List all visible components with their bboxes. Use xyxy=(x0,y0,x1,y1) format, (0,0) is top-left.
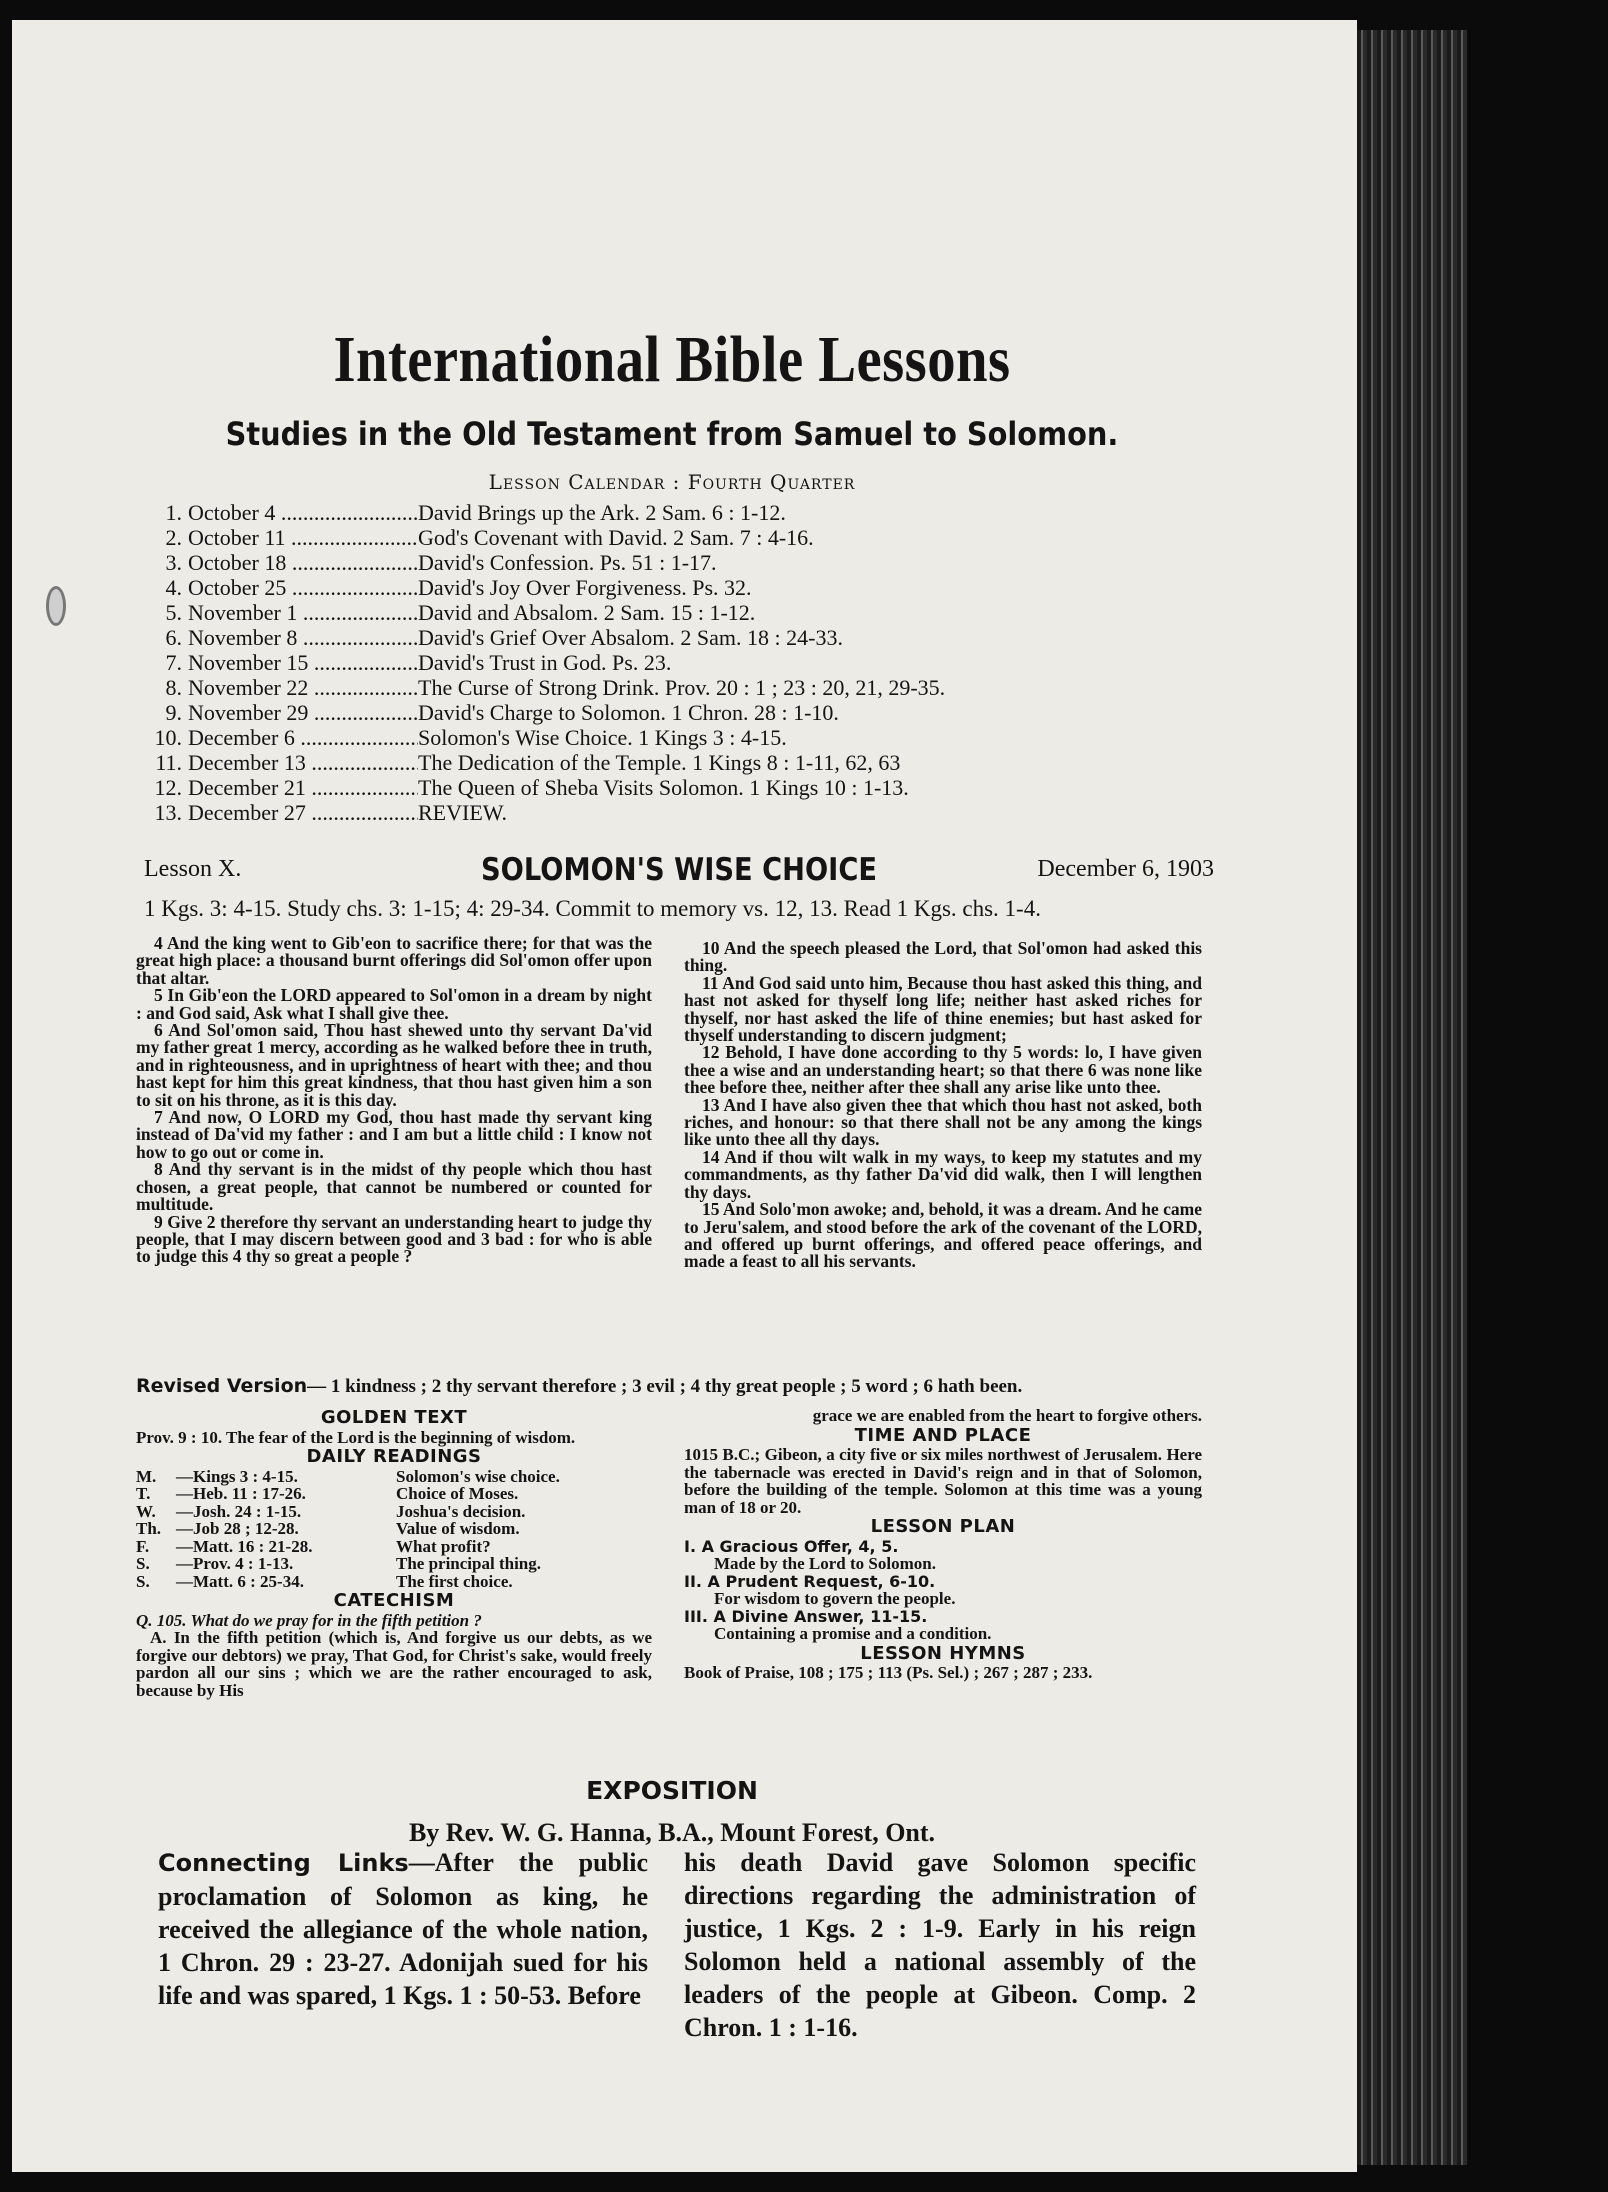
exposition-right-column: his death David gave Solomon specific directions regarding the administration of justice, 1 Kgs. 2 : 1-9. Early in his reign Solomon held a national assembly of the leaders of the people at Gibeon. Comp. 2 Chron. 1 : 1-16. xyxy=(684,1848,1196,2042)
reading-reference: —Prov. 4 : 1-13. xyxy=(176,1554,294,1573)
revised-version-text: — 1 kindness ; 2 thy servant therefore ; 3 evil ; 4 thy great people ; 5 word ; 6 hath been. xyxy=(307,1376,1023,1397)
lesson-date: December 6, 1903 xyxy=(1037,856,1214,882)
calendar-row xyxy=(140,675,1220,700)
verse: 7 And now, O LORD my God, thou hast made thy servant king instead of Da'vid my father : and I am but a little child : I know not how to go out or come in. xyxy=(136,1107,652,1162)
time-and-place-heading: TIME AND PLACE xyxy=(854,1424,1032,1446)
daily-reading-row xyxy=(136,1520,652,1538)
calendar-date: December 13 ..... xyxy=(188,750,418,775)
calendar-date: October 11 ..... xyxy=(188,525,418,550)
daily-reading-row xyxy=(136,1573,652,1591)
verse: 14 And if thou wilt walk in my ways, to keep my statutes and my commandments, as thy father Da'vid did walk, then I will lengthen thy days. xyxy=(684,1146,1202,1202)
calendar-title: David's Charge to Solomon. 1 Chron. 28 : 1-10. xyxy=(418,700,839,725)
calendar-number: 4. xyxy=(165,575,182,600)
calendar-date: October 25 ..... xyxy=(188,575,418,600)
lesson-plan-point: III. A Divine Answer, 11-15. xyxy=(684,1606,928,1626)
lesson-plan-subpoint: Made by the Lord to Solomon. xyxy=(714,1554,936,1573)
golden-text: Prov. 9 : 10. The fear of the Lord is the beginning of wisdom. xyxy=(136,1427,576,1447)
calendar-date: December 6 ..... xyxy=(188,725,418,750)
verse: 9 Give 2 therefore thy servant an understanding heart to judge thy people, that I may discern between good and 3 bad : for who is able to judge this 4 thy so great a people ? xyxy=(136,1211,652,1267)
exposition-run-in-heading: Connecting Links xyxy=(158,1849,409,1877)
calendar-date: November 29 ..... xyxy=(188,700,418,725)
lesson-plan-point: I. A Gracious Offer, 4, 5. xyxy=(684,1536,899,1556)
calendar-number: 2. xyxy=(165,525,182,550)
calendar-date: October 18 ..... xyxy=(188,550,418,575)
lesson-header xyxy=(144,852,1214,888)
catechism-continuation: grace we are enabled from the heart to forgive others. xyxy=(812,1406,1202,1425)
calendar-title: David's Grief Over Absalom. 2 Sam. 18 : 24-33. xyxy=(418,625,843,650)
verses-left-column xyxy=(136,935,652,1266)
calendar-row xyxy=(140,550,1220,575)
exposition-left-column xyxy=(158,1846,648,2012)
verse: 15 And Solo'mon awoke; and, behold, it was a dream. And he came to Jeru'salem, and stood before the ark of the covenant of the LORD, and offered up burnt offerings, and offered peace offerings, and made a feast to all his servants. xyxy=(684,1199,1202,1272)
reading-reference: —Kings 3 : 4-15. xyxy=(176,1466,298,1486)
calendar-row xyxy=(140,650,1220,675)
daily-reading-row xyxy=(136,1503,652,1521)
reading-title: Joshua's decision. xyxy=(396,1501,526,1521)
calendar-date: November 22 ..... xyxy=(188,675,418,700)
lesson-title: SOLOMON'S WISE CHOICE xyxy=(481,852,877,888)
calendar-row xyxy=(140,800,1220,825)
daily-reading-row xyxy=(136,1538,652,1556)
calendar-number: 12. xyxy=(154,775,182,800)
reading-day: F. xyxy=(136,1536,150,1556)
scripture-reference: 1 Kgs. 3: 4-15. Study chs. 3: 1-15; 4: 29-34. Commit to memory vs. 12, 13. Read 1 Kgs. chs. 1-4. xyxy=(144,896,1041,921)
verse: 13 And I have also given thee that which thou hast not asked, both riches, and honour: so that there shall not be any among the kings like unto thee all thy days. xyxy=(684,1094,1202,1150)
reading-day: T. xyxy=(136,1484,151,1503)
verse: 4 And the king went to Gib'eon to sacrifice there; for that was the great high place: a thousand burnt offerings did Sol'omon offer upon that altar. xyxy=(136,933,652,988)
page-subtitle: Studies in the Old Testament from Samuel to Solomon. xyxy=(225,415,1119,453)
lesson-plan-point: II. A Prudent Request, 6-10. xyxy=(684,1571,936,1591)
calendar-date: November 1 ..... xyxy=(188,600,418,625)
lesson-helps-right xyxy=(684,1407,1202,1682)
reading-day: M. xyxy=(136,1466,157,1486)
reading-title: Value of wisdom. xyxy=(396,1519,520,1538)
exposition-heading: EXPOSITION xyxy=(586,1776,758,1805)
page-title: International Bible Lessons xyxy=(333,323,1011,396)
reading-title: What profit? xyxy=(396,1536,491,1556)
calendar-row xyxy=(140,750,1220,775)
calendar-row xyxy=(140,600,1220,625)
calendar-row xyxy=(140,500,1220,525)
lesson-hymns-text: Book of Praise, 108 ; 175 ; 113 (Ps. Sel.) ; 267 ; 287 ; 233. xyxy=(684,1663,1093,1682)
verses-right-column xyxy=(684,940,1202,1271)
reading-day: S. xyxy=(136,1554,150,1573)
calendar-date: December 21 ..... xyxy=(188,775,418,800)
exposition-author: By Rev. W. G. Hanna, B.A., Mount Forest, Ont. xyxy=(408,1818,936,1847)
calendar-number: 11. xyxy=(155,750,182,775)
reading-day: S. xyxy=(136,1571,150,1591)
revised-version-note xyxy=(136,1375,1206,1398)
time-and-place-text: 1015 B.C.; Gibeon, a city five or six miles northwest of Jerusalem. Here the tabernacle was erected in David's reign and in that of Solomon, before the building of the temple. Solomon at this time was a young man of 18 or 20. xyxy=(684,1445,1202,1517)
calendar-title: David's Trust in God. Ps. 23. xyxy=(418,650,672,675)
reading-reference: —Josh. 24 : 1-15. xyxy=(176,1501,302,1521)
verse: 10 And the speech pleased the Lord, that Sol'omon had asked this thing. xyxy=(684,938,1202,976)
daily-reading-row xyxy=(136,1485,652,1503)
verse: 5 In Gib'eon the LORD appeared to Sol'omon in a dream by night : and God said, Ask what I shall give thee. xyxy=(136,985,652,1023)
book-page xyxy=(12,20,1357,2172)
calendar-number: 8. xyxy=(165,675,182,700)
reading-reference: —Matt. 6 : 25-34. xyxy=(176,1571,304,1591)
calendar-heading: Lesson Calendar : Fourth Quarter xyxy=(488,470,856,494)
calendar-number: 9. xyxy=(165,700,182,725)
lesson-plan-heading: LESSON PLAN xyxy=(870,1516,1016,1537)
calendar-number: 6. xyxy=(165,625,182,650)
calendar-row xyxy=(140,775,1220,800)
lesson-plan-subpoint: For wisdom to govern the people. xyxy=(714,1589,956,1608)
calendar-date: November 15 ..... xyxy=(188,650,418,675)
calendar-row xyxy=(140,700,1220,725)
calendar-title: Solomon's Wise Choice. 1 Kings 3 : 4-15. xyxy=(418,725,787,750)
reading-title: The principal thing. xyxy=(396,1554,542,1573)
exposition-text: —After the public proclamation of Solomon as king, he received the allegiance of the whole nation, 1 Chron. 29 : 23-27. Adonijah sued for his life and was spared, 1 Kgs. 1 : 50-53. Before xyxy=(158,1848,649,2010)
calendar-number: 7. xyxy=(165,650,182,675)
lesson-plan-subpoint: Containing a promise and a condition. xyxy=(714,1624,992,1643)
reading-day: Th. xyxy=(136,1519,162,1538)
daily-readings-heading: DAILY READINGS xyxy=(306,1446,482,1467)
calendar-row xyxy=(140,625,1220,650)
calendar-number: 13. xyxy=(154,800,182,825)
lesson-helps-left xyxy=(136,1407,652,1699)
calendar-row xyxy=(140,575,1220,600)
calendar-date: October 4 ..... xyxy=(188,500,418,525)
calendar-title: REVIEW. xyxy=(418,800,508,825)
verse: 8 And thy servant is in the midst of thy people which thou hast chosen, a great people, that cannot be numbered or counted for multitude. xyxy=(136,1159,652,1215)
verse: 11 And God said unto him, Because thou hast asked this thing, and hast not asked for thyself long life; neither hast asked riches for thyself, nor hast asked the life of thine enemies; but hast asked for thyself understanding to discern judgment; xyxy=(684,972,1202,1046)
lesson-calendar xyxy=(140,500,1220,825)
calendar-number: 3. xyxy=(165,550,182,575)
catechism-heading: CATECHISM xyxy=(333,1590,455,1611)
revised-version-label: Revised Version xyxy=(136,1375,308,1397)
calendar-number: 5. xyxy=(165,600,182,625)
reading-day: W. xyxy=(136,1501,156,1521)
verse: 6 And Sol'omon said, Thou hast shewed unto thy servant Da'vid my father great 1 mercy, according as he walked before thee in truth, and in righteousness, and in uprightness of heart with thee; and thou hast kept for him this great kindness, that thou hast given him a son to sit on his throne, as it is this day. xyxy=(136,1020,652,1110)
binding-hole xyxy=(46,586,66,626)
calendar-title: David's Joy Over Forgiveness. Ps. 32. xyxy=(418,575,752,600)
calendar-date: November 8 ..... xyxy=(188,625,418,650)
book-page-edges xyxy=(1357,30,1467,2165)
reading-title: Choice of Moses. xyxy=(396,1484,519,1503)
calendar-title: The Dedication of the Temple. 1 Kings 8 : 1-11, 62, 63 xyxy=(418,750,901,775)
calendar-title: The Curse of Strong Drink. Prov. 20 : 1 ; 23 : 20, 21, 29-35. xyxy=(418,675,946,700)
verse: 12 Behold, I have done according to thy 5 words: lo, I have given thee a wise and an understanding heart; so that there 6 was none like thee before thee, neither after thee shall any arise like unto thee. xyxy=(684,1042,1202,1098)
calendar-row xyxy=(140,525,1220,550)
reading-title: Solomon's wise choice. xyxy=(396,1466,560,1486)
daily-reading-row xyxy=(136,1468,652,1486)
golden-text-heading: GOLDEN TEXT xyxy=(320,1407,468,1428)
catechism-answer: A. In the fifth petition (which is, And forgive us our debts, as we forgive our debtors) we pray, That God, for Christ's sake, would freely pardon all our sins ; which we are the rather encouraged to ask, because by His xyxy=(136,1628,652,1700)
calendar-row xyxy=(140,725,1220,750)
lesson-hymns-heading: LESSON HYMNS xyxy=(860,1642,1026,1664)
reading-reference: —Matt. 16 : 21-28. xyxy=(176,1536,313,1556)
calendar-title: The Queen of Sheba Visits Solomon. 1 Kings 10 : 1-13. xyxy=(418,775,909,800)
catechism-question: Q. 105. What do we pray for in the fifth petition ? xyxy=(136,1610,482,1630)
reading-title: The first choice. xyxy=(396,1571,513,1591)
calendar-title: David's Confession. Ps. 51 : 1-17. xyxy=(418,550,717,575)
calendar-title: David Brings up the Ark. 2 Sam. 6 : 1-12. xyxy=(418,500,786,525)
calendar-date: December 27 ..... xyxy=(188,800,418,825)
reading-reference: —Heb. 11 : 17-26. xyxy=(176,1484,306,1503)
calendar-number: 1. xyxy=(165,500,182,525)
calendar-title: God's Covenant with David. 2 Sam. 7 : 4-16. xyxy=(418,525,814,550)
calendar-title: David and Absalom. 2 Sam. 15 : 1-12. xyxy=(418,600,756,625)
daily-reading-row xyxy=(136,1555,652,1573)
calendar-number: 10. xyxy=(154,725,182,750)
lesson-number: Lesson X. xyxy=(144,856,242,882)
reading-reference: —Job 28 ; 12-28. xyxy=(176,1519,299,1538)
